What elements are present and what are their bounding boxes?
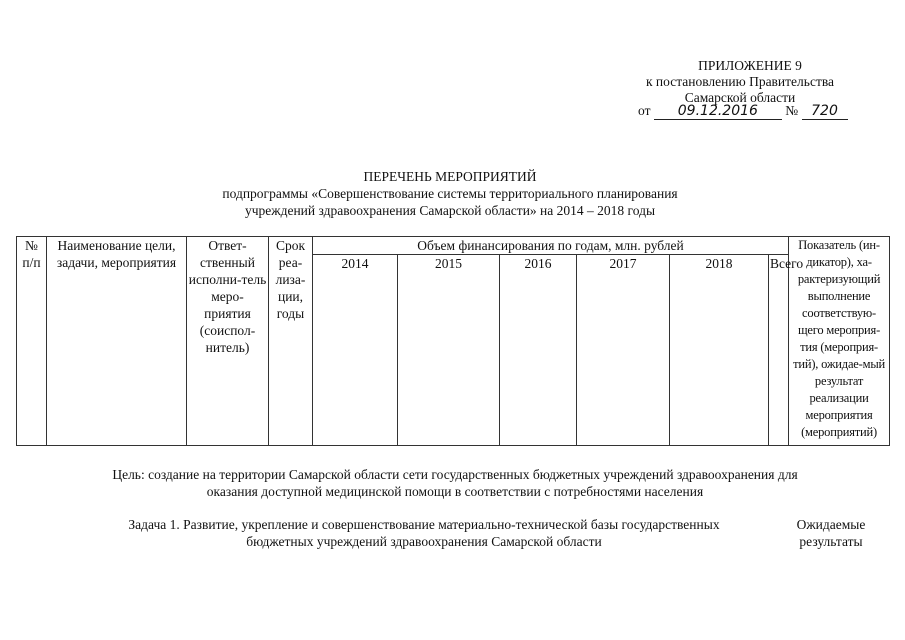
goal-line-1: Цель: создание на территории Самарской области сети государственных бюджетных учреждений здравоохранения для <box>112 467 798 482</box>
title-line-2: подпрограммы «Совершенствование системы территориального планирования <box>222 186 678 201</box>
resolution-number: 720 <box>802 103 848 120</box>
expected-line-2: результаты <box>799 534 863 549</box>
appendix-line-2: к постановлению Правительства <box>645 74 835 89</box>
header-cell-number: № п/п <box>17 237 47 446</box>
title-line-1: ПЕРЕЧЕНЬ МЕРОПРИЯТИЙ <box>363 169 537 184</box>
header-cell-year-2018: 2018 <box>670 255 769 446</box>
header-cell-year-2017: 2017 <box>577 255 670 446</box>
expected-line-1: Ожидаемые <box>796 517 866 532</box>
appendix-header <box>620 58 860 106</box>
document-title <box>90 168 810 219</box>
header-cell-executor: Ответ-ственный исполни-тель меро-приятия (соиспол-нитель) <box>187 237 269 446</box>
header-cell-year-2015: 2015 <box>398 255 500 446</box>
header-cell-name: Наименование цели, задачи, мероприятия <box>47 237 187 446</box>
task-statement <box>74 516 774 550</box>
title-line-3: учреждений здравоохранения Самарской области» на 2014 – 2018 годы <box>244 203 656 218</box>
header-cell-term: Срок реа-лиза-ции, годы <box>269 237 313 446</box>
appendix-title: ПРИЛОЖЕНИЕ 9 <box>698 58 802 73</box>
date-prefix: от <box>638 103 651 118</box>
number-prefix: № <box>785 103 799 118</box>
header-cell-indicator: Показатель (ин-дикатор), ха-рактеризующий выполнение соответствую-щего мероприя-тия (мероприя-тий), ожидае-мый результат реализации мероприятия (мероприятий) <box>789 237 890 446</box>
header-cell-year-2014: 2014 <box>313 255 398 446</box>
goal-statement <box>40 466 870 500</box>
measures-table <box>16 236 890 446</box>
goal-line-2: оказания доступной медицинской помощи в соответствии с потребностями населения <box>206 484 704 499</box>
appendix-line-3: Самарской области <box>684 90 796 105</box>
header-cell-funding: Объем финансирования по годам, млн. рублей <box>313 237 789 255</box>
resolution-date: 09.12.2016 <box>654 103 782 120</box>
task-line-1: Задача 1. Развитие, укрепление и совершенствование материально-технической базы государственных <box>128 517 720 532</box>
header-cell-year-2016: 2016 <box>500 255 577 446</box>
header-cell-total: Всего <box>769 255 789 446</box>
resolution-date-line <box>638 103 878 120</box>
task-line-2: бюджетных учреждений здравоохранения Самарской области <box>246 534 602 549</box>
expected-results-label <box>786 516 876 550</box>
